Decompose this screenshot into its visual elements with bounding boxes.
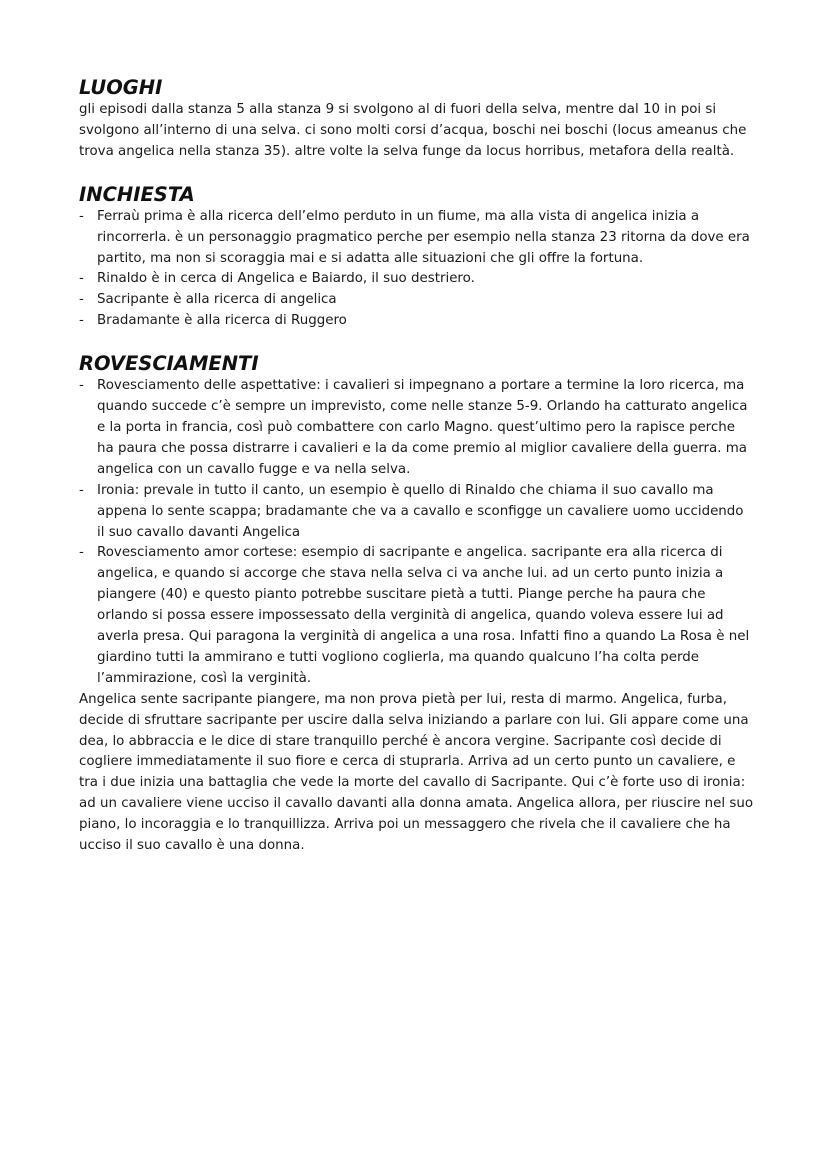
list-item: [79, 311, 754, 332]
paragraph-luoghi: gli episodi dalla stanza 5 alla stanza 9 si svolgono al di fuori della selva, mentre dal 10 in poi si svolgono all’interno di una selva. ci sono molti corsi d’acqua, boschi nei boschi (locus ameanus che trova angelica nella stanza 35). altre volte la selva funge da locus horribus, metafora della realtà.: [79, 102, 747, 159]
list-item: [79, 290, 754, 311]
dash-bullet: -: [79, 271, 84, 287]
list-item-text: Ironia: prevale in tutto il canto, un esempio è quello di Rinaldo che chiama il suo cavallo ma appena lo sente scappa; bradamante che va a cavallo e sconfigge un cavaliere uomo uccidendo il suo cavallo davanti Angelica: [97, 482, 744, 540]
dash-bullet: -: [79, 378, 84, 394]
list-item: [79, 376, 754, 481]
list-item: [79, 207, 754, 270]
document-page: [79, 76, 754, 877]
list-item-text: Bradamante è alla ricerca di Ruggero: [97, 313, 347, 329]
inchiesta-list: [79, 207, 754, 332]
heading-luoghi: LUOGHI: [79, 76, 163, 99]
dash-bullet: -: [79, 313, 84, 329]
dash-bullet: -: [79, 208, 84, 224]
dash-bullet: -: [79, 482, 84, 498]
section-inchiesta: [79, 183, 754, 332]
rovesciamenti-list: [79, 376, 754, 690]
section-luoghi: [79, 76, 754, 163]
list-item: [79, 543, 754, 689]
list-item-text: Rovesciamento delle aspettative: i cavalieri si impegnano a portare a termine la loro ricerca, ma quando succede c’è sempre un imprevisto, come nelle stanze 5-9. Orlando ha catturato angelica e la porta in francia, così può combattere con carlo Magno. quest’ultimo pero la rapisce perche ha paura che possa distrarre i cavalieri e la da come premio al miglior cavaliere della guerra. ma angelica con un cavallo fugge e va nella selva.: [97, 378, 748, 477]
heading-inchiesta: INCHIESTA: [79, 182, 195, 206]
list-item: [79, 269, 754, 290]
list-item-text: Rovesciamento amor cortese: esempio di sacripante e angelica. sacripante era alla ricerca di angelica, e quando si accorge che stava nella selva ci va anche lui. ad un certo punto inizia a piangere (40) e questo pianto potrebbe suscitare pietà a tutti. Piange perche ha paura che orlando si possa essere impossessato della verginità di angelica, quando voleva essere lui ad averla presa. Qui paragona la verginità di angelica a una rosa. Infatti fino a quando La Rosa è nel giardino tutti la ammirano e tutti vogliono coglierla, ma quando qualcuno l’ha colta perde l’ammirazione, così la verginità.: [97, 545, 750, 686]
list-item: [79, 481, 754, 544]
paragraph-closing: Angelica sente sacripante piangere, ma non prova pietà per lui, resta di marmo. Angelica, furba, decide di sfruttare sacripante per uscire dalla selva iniziando a parlare con lui. Gli appare come una dea, lo abbraccia e le dice di stare tranquillo perché è ancora vergine. Sacripante così decide di cogliere immediatamente il suo fiore e cerca di stuprarla. Arriva ad un certo punto un cavaliere, e tra i due inizia una battaglia che vede la morte del cavallo di Sacripante. Qui c’è forte uso di ironia: ad un cavaliere viene ucciso il cavallo davanti alla donna amata. Angelica allora, per riuscire nel suo piano, lo incoraggia e lo tranquillizza. Arriva poi un messaggero che rivela che il cavaliere che ha ucciso il suo cavallo è una donna.: [79, 691, 754, 854]
dash-bullet: -: [79, 545, 84, 561]
list-item-text: Rinaldo è in cerca di Angelica e Baiardo, il suo destriero.: [97, 271, 475, 287]
section-rovesciamenti: [79, 352, 754, 857]
list-item-text: Sacripante è alla ricerca di angelica: [97, 292, 337, 308]
heading-rovesciamenti: ROVESCIAMENTI: [79, 352, 259, 376]
list-item-text: Ferraù prima è alla ricerca dell’elmo perduto in un fiume, ma alla vista di angelica inizia a rincorrerla. è un personaggio pragmatico perche per esempio nella stanza 23 ritorna da dove era partito, ma non si scoraggia mai e si adatta alle situazioni che gli offre la fortuna.: [97, 208, 750, 266]
dash-bullet: -: [79, 292, 84, 308]
